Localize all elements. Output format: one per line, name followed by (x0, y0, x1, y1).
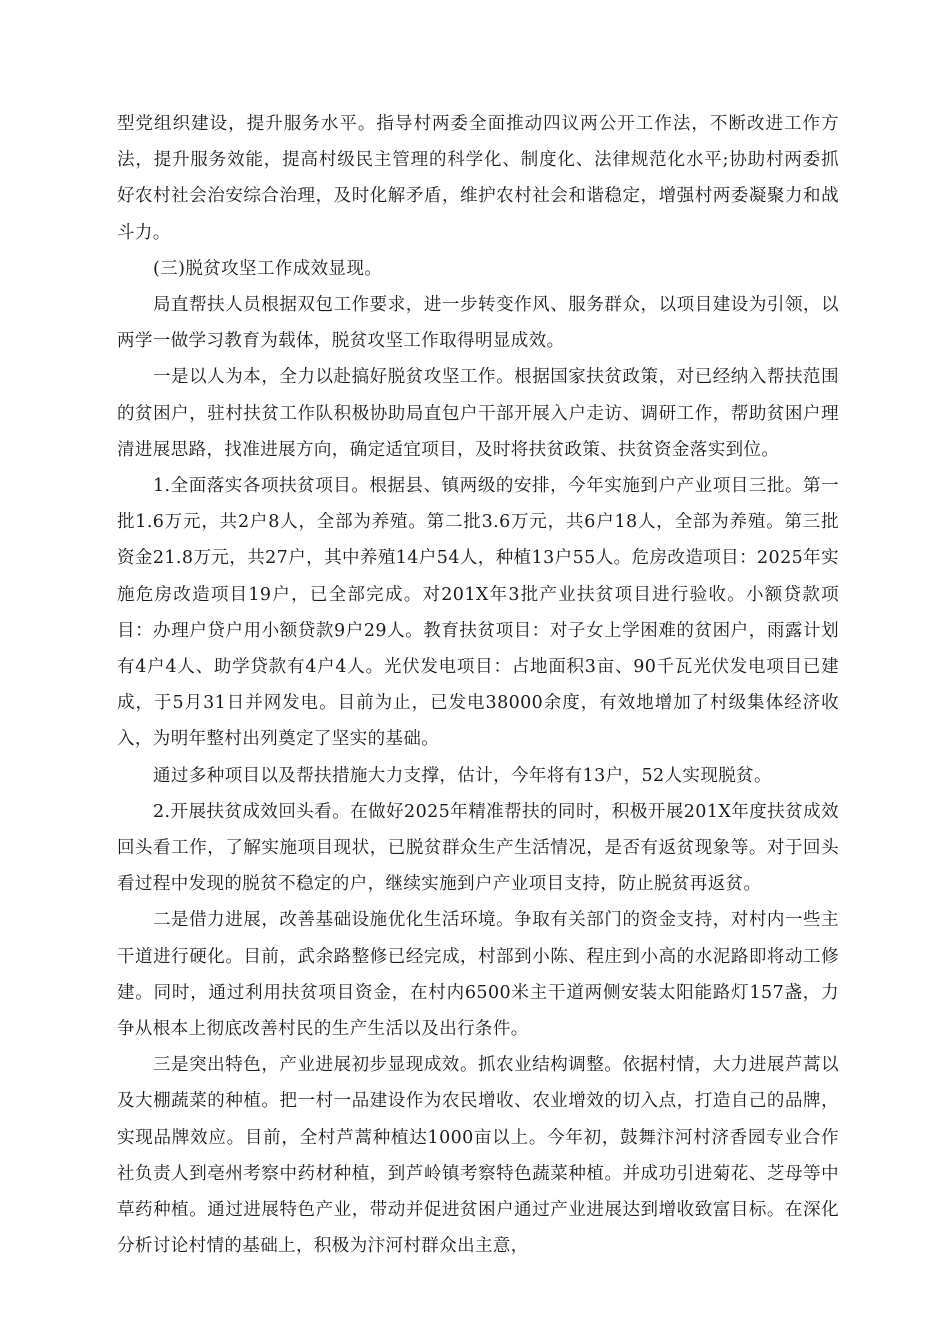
paragraph-projects-implementation: 1.全面落实各项扶贫项目。根据县、镇两级的安排，今年实施到户产业项目三批。第一批1.6万元，共2户8人，全部为养殖。第二批3.6万元，共6户18人，全部为养殖。第三批资金21.8万元，共27户，其中养殖14户54人，种植13户55人。危房改造项目：2025年实施危房改造项目19户，已全部完成。对201X年3批产业扶贫项目进行验收。小额贷款项目：办理户贷户用小额贷款9户29人。教育扶贫项目：对子女上学困难的贫困户，雨露计划有4户4人、助学贷款有4户4人。光伏发电项目：占地面积3亩、90千瓦光伏发电项目已建成，于5月31日并网发电。目前为止，已发电38000余度，有效地增加了村级集体经济收入，为明年整村出列奠定了坚实的基础。 (117, 476, 839, 750)
paragraph-infrastructure: 二是借力进展，改善基础设施优化生活环境。争取有关部门的资金支持，对村内一些主干道进行硬化。目前，武余路整修已经完成，村部到小陈、程庄到小高的水泥路即将动工修建。同时，通过利用扶贫项目资金，在村内6500米主干道两侧安装太阳能路灯157盏，力争从根本上彻底改善村民的生产生活以及出行条件。 (117, 910, 839, 1040)
paragraph-estimate: 通过多种项目以及帮扶措施大力支撑，估计，今年将有13户，52人实现脱贫。 (153, 765, 772, 786)
paragraph-overview: 局直帮扶人员根据双包工作要求，进一步转变作风、服务群众，以项目建设为引领，以两学一做学习教育为载体，脱贫攻坚工作取得明显成效。 (117, 295, 839, 352)
paragraph-review: 2.开展扶贫成效回头看。在做好2025年精准帮扶的同时，积极开展201X年度扶贫成效回头看工作，了解实施项目现状，已脱贫群众生产生活情况，是否有返贫现象等。对于回头看过程中发现的脱贫不稳定的户，继续实施到户产业项目支持，防止脱贫再返贫。 (117, 801, 839, 895)
section-heading-poverty-results: (三)脱贫攻坚工作成效显现。 (153, 258, 383, 279)
document-body (117, 106, 839, 1265)
paragraph-party-building: 型党组织建设，提升服务水平。指导村两委全面推动四议两公开工作法，不断改进工作方法，提升服务效能，提高村级民主管理的科学化、制度化、法律规范化水平;协助村两委抓好农村社会治安综合治理，及时化解矛盾，维护农村社会和谐稳定，增强村两委凝聚力和战斗力。 (117, 114, 839, 243)
paragraph-industry: 三是突出特色，产业进展初步显现成效。抓农业结构调整。依据村情，大力进展芦蒿以及大棚蔬菜的种植。把一村一品建设作为农民增收、农业增效的切入点，打造自己的品牌，实现品牌效应。目前，全村芦蒿种植达1000亩以上。今年初，鼓舞汴河村济香园专业合作社负责人到亳州考察中药材种植，到芦岭镇考察特色蔬菜种植。并成功引进菊花、芝母等中草药种植。通过进展特色产业，带动并促进贫困户通过产业进展达到增收致富目标。在深化分析讨论村情的基础上，积极为汴河村群众出主意， (117, 1055, 839, 1257)
paragraph-people-oriented: 一是以人为本，全力以赴搞好脱贫攻坚工作。根据国家扶贫政策，对已经纳入帮扶范围的贫困户，驻村扶贫工作队积极协助局直包户干部开展入户走访、调研工作，帮助贫困户理清进展思路，找准进展方向，确定适宜项目，及时将扶贫政策、扶贫资金落实到位。 (117, 367, 839, 460)
